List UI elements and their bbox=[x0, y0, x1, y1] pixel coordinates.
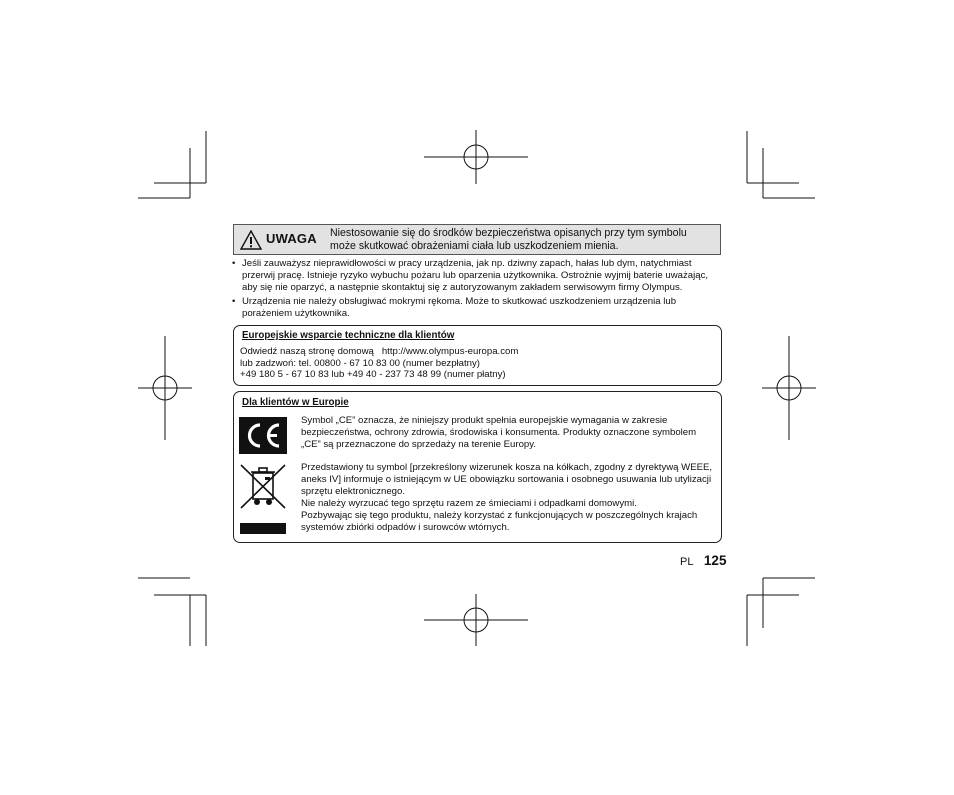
ce-description: Symbol „CE” oznacza, że niniejszy produkt spełnia europejskie wymagania w zakresie bezpieczeństwa, ochrony zdrowia, środowiska i konsumenta. Produkty oznaczone symbolem „CE” są przeznaczone do sprzedaży na terenie Europy. bbox=[301, 415, 697, 451]
weee-paragraph: Przedstawiony tu symbol [przekreślony wizerunek kosza na kółkach, zgodny z dyrektywą WEEE, aneks IV] informuje o istniejącym w UE obowiązku sortowania i osobnego usuwania lub utylizacji sprzętu elektronicznego. bbox=[301, 462, 713, 498]
eu-title: Dla klientów w Europie bbox=[242, 397, 349, 408]
eu-customers-panel bbox=[233, 391, 722, 543]
support-line-phone-free: lub zadzwoń: tel. 00800 - 67 10 83 00 (numer bezpłatny) bbox=[240, 357, 480, 369]
bullet-text: Jeśli zauważysz nieprawidłowości w pracy urządzenia, jak np. dziwny zapach, hałas lub dym, natychmiast przerwij pracę. Istnieje ryzyko wybuchu pożaru lub oparzenia użytkownika. Ostrożnie wyjmij baterie uważając, aby się nie oparzyć, a następnie skontaktuj się z autoryzowanym zakładem serwisowym firmy Olympus. bbox=[242, 258, 709, 294]
ce-mark-icon bbox=[239, 417, 287, 454]
weee-underline-bar bbox=[240, 523, 286, 534]
safety-bullet-list bbox=[232, 258, 724, 321]
support-panel bbox=[233, 325, 722, 386]
support-line-phone-paid: +49 180 5 - 67 10 83 lub +49 40 - 237 73 48 99 (numer płatny) bbox=[240, 369, 506, 381]
support-title: Europejskie wsparcie techniczne dla klientów bbox=[242, 330, 455, 341]
page-language: PL bbox=[680, 556, 694, 568]
weee-description bbox=[301, 462, 717, 535]
bullet-text: Urządzenia nie należy obsługiwać mokrymi rękoma. Może to skutkować uszkodzeniem urządzenia lub porażeniem użytkownika. bbox=[242, 295, 677, 319]
warning-triangle-icon bbox=[240, 230, 262, 250]
weee-paragraph: Pozbywając się tego produktu, należy korzystać z funkcjonujących w poszczególnych krajach systemów zbiórki odpadów i surowców wtórnych. bbox=[301, 510, 698, 534]
support-line-website: Odwiedź naszą stronę domową http://www.olympus-europa.com bbox=[240, 346, 519, 357]
weee-paragraph: Nie należy wyrzucać tego sprzętu razem ze śmieciami i odpadkami domowymi. bbox=[301, 498, 637, 510]
warning-label: UWAGA bbox=[266, 231, 317, 246]
warning-banner bbox=[233, 224, 721, 255]
list-item: • Urządzenia nie należy obsługiwać mokrymi rękoma. Może to skutkować uszkodzeniem urządzenia lub porażeniem użytkownika. bbox=[232, 295, 677, 319]
warning-text: Niestosowanie się do środków bezpieczeństwa opisanych przy tym symbolu może skutkować obrażeniami ciała lub uszkodzeniem mienia. bbox=[330, 227, 687, 252]
crossed-out-wheelie-bin-icon bbox=[239, 463, 287, 510]
page-number: 125 bbox=[703, 553, 727, 568]
page-footer bbox=[680, 552, 726, 570]
list-item: • Jeśli zauważysz nieprawidłowości w pracy urządzenia, jak np. dziwny zapach, hałas lub dym, natychmiast przerwij pracę. Istnieje ryzyko wybuchu pożaru lub oparzenia użytkownika. Ostrożnie wyjmij baterie uważając, aby się nie oparzyć, a następnie skontaktuj się z autoryzowanym zakładem serwisowym firmy Olympus. bbox=[232, 258, 709, 294]
support-contact bbox=[240, 346, 518, 381]
